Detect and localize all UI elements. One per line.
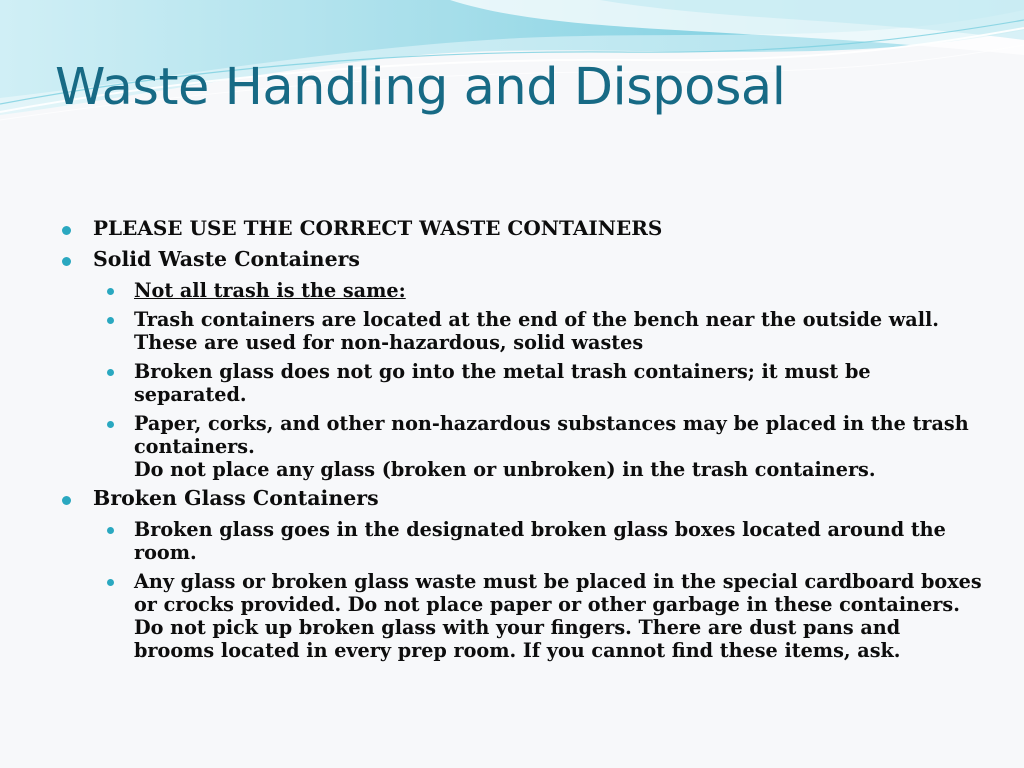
bullet-dot-icon: [107, 317, 114, 324]
bullet-dot-icon: [62, 257, 71, 266]
bullet-broken-glass: Broken Glass Containers: [62, 487, 982, 510]
bullet-dot-icon: [107, 579, 114, 586]
bullet-dot-icon: [107, 369, 114, 376]
sub-bullet-glass-boxes: Broken glass goes in the designated broken glass boxes located around the room.: [104, 518, 982, 564]
bullet-correct-containers: PLEASE USE THE CORRECT WASTE CONTAINERS: [62, 217, 982, 240]
sub-bullet-broken-glass-separate: Broken glass does not go into the metal trash containers; it must be separated.: [104, 360, 982, 406]
bullet-dot-icon: [107, 527, 114, 534]
bullet-solid-waste: Solid Waste Containers: [62, 248, 982, 271]
bullet-dot-icon: [107, 288, 114, 295]
bullet-list: [62, 217, 982, 668]
sub-bullet-glass-waste-rules: Any glass or broken glass waste must be placed in the special cardboard boxes or crocks provided. Do not place paper or other garbage in these containers. Do not pick up broken glass with your fingers. There are dust pans and brooms located in every prep room. If you cannot find these items, ask.: [104, 570, 982, 662]
sub-bullet-trash-location: Trash containers are located at the end of the bench near the outside wall. These are used for non-hazardous, solid wastes: [104, 308, 982, 354]
bullet-dot-icon: [107, 421, 114, 428]
sub-bullet-paper-corks: Paper, corks, and other non-hazardous substances may be placed in the trash containers. Do not place any glass (broken or unbroken) in the trash containers.: [104, 412, 982, 481]
bullet-dot-icon: [62, 226, 71, 235]
sub-bullet-not-all-trash: Not all trash is the same:: [104, 279, 982, 302]
bullet-dot-icon: [62, 496, 71, 505]
slide-title: Waste Handling and Disposal: [55, 58, 786, 117]
